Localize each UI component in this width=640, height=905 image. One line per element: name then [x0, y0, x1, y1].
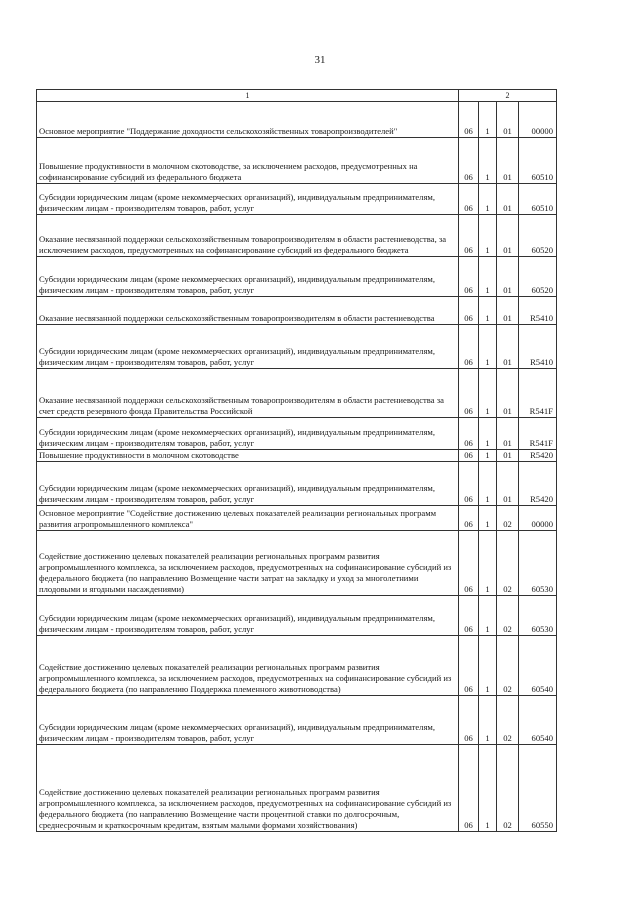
row-description: Субсидии юридическим лицам (кроме некоммерческих организаций), индивидуальным предпринимателям, физическим лицам - производителям товаров, работ, услуг — [37, 418, 459, 450]
row-expense-code: 60530 — [519, 596, 557, 636]
row-activity-code: 01 — [497, 462, 519, 506]
table-row — [37, 450, 557, 462]
row-subprogram-code: 1 — [479, 636, 497, 696]
table-header-row — [37, 90, 557, 102]
row-program-code: 06 — [459, 138, 479, 184]
row-description: Оказание несвязанной поддержки сельскохозяйственным товаропроизводителям в области растениеводства, за исключением расходов, предусмотренных на софинансирование субсидий из федерального бюджета — [37, 215, 459, 257]
table-row — [37, 596, 557, 636]
row-activity-code: 01 — [497, 215, 519, 257]
row-activity-code: 01 — [497, 418, 519, 450]
row-subprogram-code: 1 — [479, 215, 497, 257]
row-expense-code: 60520 — [519, 215, 557, 257]
budget-classification-table — [36, 89, 557, 832]
row-activity-code: 02 — [497, 696, 519, 745]
row-expense-code: 60540 — [519, 696, 557, 745]
row-expense-code: R541F — [519, 369, 557, 418]
row-description: Субсидии юридическим лицам (кроме некоммерческих организаций), индивидуальным предпринимателям, физическим лицам - производителям товаров, работ, услуг — [37, 462, 459, 506]
row-program-code: 06 — [459, 325, 479, 369]
table-row — [37, 745, 557, 832]
table-row — [37, 531, 557, 596]
row-subprogram-code: 1 — [479, 696, 497, 745]
header-col-2: 2 — [459, 90, 557, 102]
row-description: Оказание несвязанной поддержки сельскохозяйственным товаропроизводителям в области растениеводства за счет средств резервного фонда Правительства Российской — [37, 369, 459, 418]
row-description: Субсидии юридическим лицам (кроме некоммерческих организаций), индивидуальным предпринимателям, физическим лицам - производителям товаров, работ, услуг — [37, 596, 459, 636]
row-activity-code: 02 — [497, 745, 519, 832]
row-program-code: 06 — [459, 696, 479, 745]
table-row — [37, 696, 557, 745]
row-program-code: 06 — [459, 184, 479, 215]
row-subprogram-code: 1 — [479, 506, 497, 531]
row-expense-code: R541F — [519, 418, 557, 450]
row-subprogram-code: 1 — [479, 369, 497, 418]
header-col-1: 1 — [37, 90, 459, 102]
row-activity-code: 01 — [497, 184, 519, 215]
table-row — [37, 215, 557, 257]
row-description: Субсидии юридическим лицам (кроме некоммерческих организаций), индивидуальным предпринимателям, физическим лицам - производителям товаров, работ, услуг — [37, 257, 459, 297]
row-program-code: 06 — [459, 636, 479, 696]
row-program-code: 06 — [459, 506, 479, 531]
table-row — [37, 184, 557, 215]
row-subprogram-code: 1 — [479, 325, 497, 369]
row-activity-code: 01 — [497, 450, 519, 462]
row-subprogram-code: 1 — [479, 138, 497, 184]
page-number: 31 — [314, 54, 326, 66]
row-description: Основное мероприятие "Содействие достижению целевых показателей реализации региональных программ развития агропромышленного комплекса" — [37, 506, 459, 531]
row-activity-code: 02 — [497, 506, 519, 531]
row-program-code: 06 — [459, 102, 479, 138]
row-subprogram-code: 1 — [479, 102, 497, 138]
row-program-code: 06 — [459, 596, 479, 636]
row-program-code: 06 — [459, 418, 479, 450]
row-activity-code: 01 — [497, 369, 519, 418]
row-activity-code: 01 — [497, 257, 519, 297]
row-program-code: 06 — [459, 462, 479, 506]
table-row — [37, 462, 557, 506]
table-row — [37, 418, 557, 450]
row-description: Субсидии юридическим лицам (кроме некоммерческих организаций), индивидуальным предпринимателям, физическим лицам - производителям товаров, работ, услуг — [37, 325, 459, 369]
table-row — [37, 636, 557, 696]
row-activity-code: 01 — [497, 138, 519, 184]
row-activity-code: 02 — [497, 531, 519, 596]
table-row — [37, 297, 557, 325]
table-row — [37, 102, 557, 138]
row-program-code: 06 — [459, 369, 479, 418]
row-program-code: 06 — [459, 257, 479, 297]
row-program-code: 06 — [459, 531, 479, 596]
row-subprogram-code: 1 — [479, 418, 497, 450]
table-row — [37, 257, 557, 297]
row-expense-code: R5420 — [519, 462, 557, 506]
row-program-code: 06 — [459, 450, 479, 462]
row-description: Основное мероприятие "Поддержание доходности сельскохозяйственных товаропроизводителей" — [37, 102, 459, 138]
row-description: Содействие достижению целевых показателей реализации региональных программ развития агропромышленного комплекса, за исключением расходов, предусмотренных на софинансирование субсидий из федерального бюджета (по направлению Поддержка племенного животноводства) — [37, 636, 459, 696]
row-expense-code: 60550 — [519, 745, 557, 832]
row-description: Субсидии юридическим лицам (кроме некоммерческих организаций), индивидуальным предпринимателям, физическим лицам - производителям товаров, работ, услуг — [37, 696, 459, 745]
row-program-code: 06 — [459, 215, 479, 257]
row-expense-code: 00000 — [519, 506, 557, 531]
row-description: Оказание несвязанной поддержки сельскохозяйственным товаропроизводителям в области растениеводства — [37, 297, 459, 325]
table-row — [37, 369, 557, 418]
row-expense-code: R5410 — [519, 297, 557, 325]
row-subprogram-code: 1 — [479, 531, 497, 596]
row-expense-code: R5410 — [519, 325, 557, 369]
row-expense-code: 60530 — [519, 531, 557, 596]
row-expense-code: 60510 — [519, 138, 557, 184]
row-program-code: 06 — [459, 297, 479, 325]
row-subprogram-code: 1 — [479, 297, 497, 325]
row-activity-code: 02 — [497, 636, 519, 696]
row-subprogram-code: 1 — [479, 462, 497, 506]
row-subprogram-code: 1 — [479, 184, 497, 215]
row-subprogram-code: 1 — [479, 257, 497, 297]
table-row — [37, 506, 557, 531]
row-program-code: 06 — [459, 745, 479, 832]
row-expense-code: 60510 — [519, 184, 557, 215]
row-description: Повышение продуктивности в молочном скотоводстве — [37, 450, 459, 462]
row-expense-code: 00000 — [519, 102, 557, 138]
row-expense-code: 60520 — [519, 257, 557, 297]
table-row — [37, 138, 557, 184]
row-description: Содействие достижению целевых показателей реализации региональных программ развития агропромышленного комплекса, за исключением расходов, предусмотренных на софинансирование субсидий из федерального бюджета (по направлению Возмещение части затрат на закладку и уход за многолетними плодовыми и ягодными насаждениями) — [37, 531, 459, 596]
table-row — [37, 325, 557, 369]
row-description: Повышение продуктивности в молочном скотоводстве, за исключением расходов, предусмотренных на софинансирование субсидий из федерального бюджета — [37, 138, 459, 184]
row-activity-code: 02 — [497, 596, 519, 636]
row-description: Субсидии юридическим лицам (кроме некоммерческих организаций), индивидуальным предпринимателям, физическим лицам - производителям товаров, работ, услуг — [37, 184, 459, 215]
row-description: Содействие достижению целевых показателей реализации региональных программ развития агропромышленного комплекса, за исключением расходов, предусмотренных на софинансирование субсидий из федерального бюджета (по направлению Возмещение части процентной ставки по долгосрочным, среднесрочным и краткосрочным кредитам, взятым малыми формами хозяйствования) — [37, 745, 459, 832]
row-expense-code: R5420 — [519, 450, 557, 462]
row-activity-code: 01 — [497, 297, 519, 325]
row-subprogram-code: 1 — [479, 450, 497, 462]
row-activity-code: 01 — [497, 102, 519, 138]
row-activity-code: 01 — [497, 325, 519, 369]
row-subprogram-code: 1 — [479, 596, 497, 636]
row-expense-code: 60540 — [519, 636, 557, 696]
row-subprogram-code: 1 — [479, 745, 497, 832]
